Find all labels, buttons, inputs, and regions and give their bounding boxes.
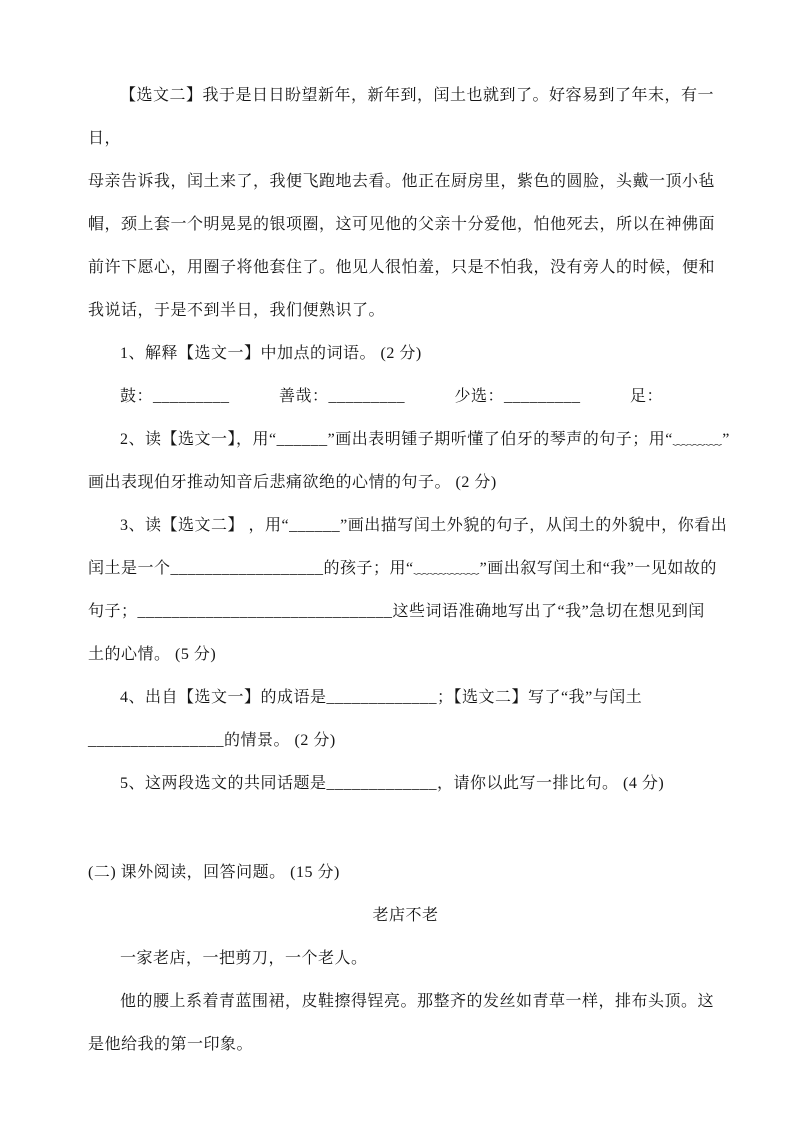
section-2-block xyxy=(88,851,723,1066)
question-5 xyxy=(88,762,723,805)
question-2-line-2: 画出表现伯牙推动知音后悲痛欲绝的心情的句子。 (2 分) xyxy=(88,474,497,491)
question-1-blanks: 鼓：_________ 善哉：_________ 少选：_________ 足： xyxy=(120,388,664,405)
passage-2-block xyxy=(88,74,723,332)
question-4 xyxy=(88,676,723,762)
reading-passage-title: 老店不老 xyxy=(372,907,439,924)
reading-passage-para-1: 一家老店，一把剪刀，一个老人。 xyxy=(120,950,368,967)
reading-passage-para-2-line-2: 是他给我的第一印象。 xyxy=(88,1036,254,1053)
passage-2-line-1: 【选文二】我于是日日盼望新年，新年到，闰土也就到了。好容易到了年末，有一 xyxy=(120,87,715,104)
question-4-line-1: 4、出自【选文一】的成语是_____________；【选文二】写了“我”与闰土 xyxy=(120,689,643,706)
passage-2-line-2: 日， xyxy=(88,130,122,147)
question-5-line-1: 5、这两段选文的共同话题是_____________，请你以此写一排比句。 (4 分) xyxy=(120,775,665,792)
passage-2-line-6: 我说话，于是不到半日，我们便熟识了。 xyxy=(88,302,386,319)
section-2-heading: (二) 课外阅读，回答问题。 (15 分) xyxy=(88,864,340,881)
question-1 xyxy=(88,332,723,418)
question-1-prompt: 1、解释【选文一】中加点的词语。 (2 分) xyxy=(120,345,422,362)
passage-2-line-4: 帽，颈上套一个明晃晃的银项圈，这可见他的父亲十分爱他，怕他死去，所以在神佛面 xyxy=(88,216,716,233)
passage-2-line-3: 母亲告诉我，闰土来了，我便飞跑地去看。他正在厨房里，紫色的圆脸，头戴一顶小毡 xyxy=(88,173,716,190)
question-3 xyxy=(88,504,728,676)
reading-passage-para-2-line-1: 他的腰上系着青蓝围裙，皮鞋擦得锃亮。那整齐的发丝如青草一样，排布头顶。这 xyxy=(120,993,715,1010)
question-3-line-4: 土的心情。 (5 分) xyxy=(88,646,217,663)
question-2-line-1: 2、读【选文一】，用“______”画出表明锺子期听懂了伯牙的琴声的句子；用“﹏﹏﹏” xyxy=(120,431,730,448)
question-4-line-2: ________________的情景。 (2 分) xyxy=(88,732,336,749)
passage-2-line-5: 前许下愿心，用圈子将他套住了。他见人很怕羞，只是不怕我，没有旁人的时候，便和 xyxy=(88,259,716,276)
question-3-line-2: 闰土是一个__________________的孩子；用“﹏﹏﹏﹏”画出叙写闰土和“我”一见如故的 xyxy=(88,560,717,577)
question-3-line-1: 3、读【选文二】 ，用“______”画出描写闰土外貌的句子，从闰土的外貌中，你看出 xyxy=(120,517,728,534)
question-3-line-3: 句子；______________________________这些词语准确地写出了“我”急切在想见到闰 xyxy=(88,603,705,620)
question-2 xyxy=(88,418,730,504)
